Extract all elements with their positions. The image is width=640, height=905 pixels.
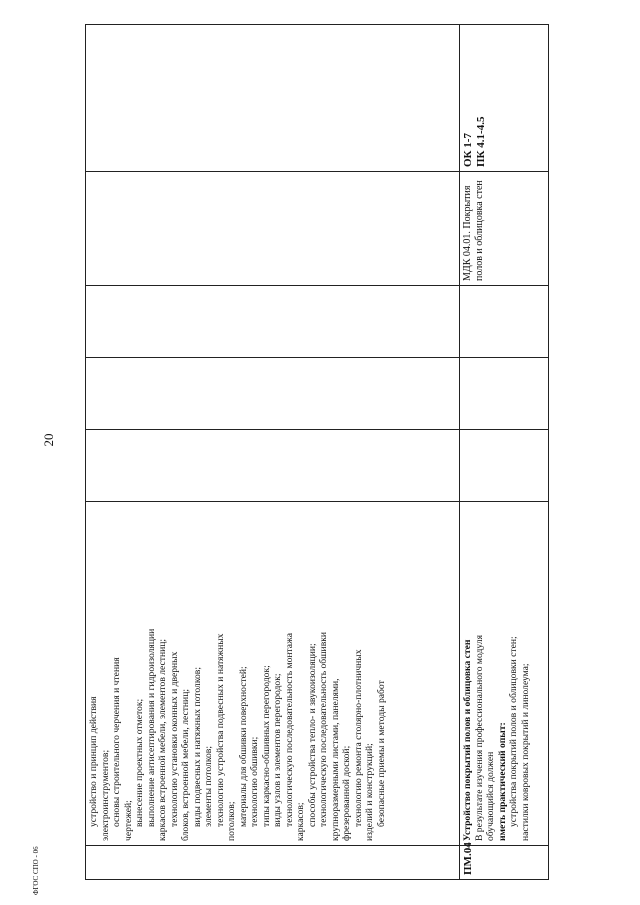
empty-cell <box>460 430 549 502</box>
competency-cell <box>460 25 549 172</box>
mdk-cell <box>460 172 549 286</box>
desc-line: устройство и принцип действия <box>88 696 99 827</box>
desc-line: технологическую последовательность обшивки <box>318 631 329 827</box>
desc-line: виды узлов и элементов перегородок; <box>272 673 283 827</box>
rotated-table-container <box>85 25 549 880</box>
competency-cell <box>86 25 460 172</box>
desc-line: виды подвесных и натяжных потолков; <box>191 667 203 827</box>
desc-line: технологию ремонта столярно-плотничных <box>352 649 364 827</box>
desc-line: фрезерованной доской; <box>341 745 352 841</box>
mdk-cell <box>86 172 460 286</box>
module-code: ПМ.04 <box>462 842 474 875</box>
desc-line: крупноразмерными листами, панелями, <box>329 678 341 841</box>
desc-line: основы строительного черчения и чтения <box>111 657 122 827</box>
competency-pk: ПК 4.1-4.5 <box>474 116 487 167</box>
description-cell <box>460 502 549 846</box>
table-row <box>86 25 460 880</box>
desc-line: технологию обшивки; <box>249 736 260 827</box>
desc-line: выполнение антисептирования и гидроизоляции <box>145 628 157 827</box>
desc-line: элементы потолков; <box>203 746 214 827</box>
empty-cell <box>86 286 460 358</box>
empty-cell <box>86 358 460 430</box>
desc-line: потолков; <box>226 801 237 841</box>
desc-line: технологическую последовательность монтажа <box>283 633 295 827</box>
desc-line: каркасов встроенной мебели, элементов лестниц; <box>157 638 168 841</box>
desc-line: В результате изучения профессионального модуля <box>473 635 485 841</box>
desc-line: настилки ковровых покрытий и линолеума; <box>519 663 531 841</box>
curriculum-table <box>85 24 549 880</box>
description-cell <box>86 502 460 846</box>
desc-line: каркасов; <box>295 802 306 841</box>
empty-cell <box>460 358 549 430</box>
desc-line: безопасные приемы и методы работ <box>375 680 387 827</box>
table-row <box>460 25 549 880</box>
module-code-cell <box>460 842 549 880</box>
desc-line: технологию устройства подвесных и натяжных <box>214 633 226 827</box>
desc-line: материалы для обшивки поверхностей; <box>237 666 249 827</box>
empty-cell <box>86 430 460 502</box>
module-title: Устройство покрытий полов и облицовка стен <box>462 639 473 841</box>
competency-ok: ОК 1-7 <box>462 133 474 167</box>
desc-line: электроинструментов; <box>99 749 111 841</box>
mdk-label: МДК 04.01. Покрытия полов и облицовка стен <box>462 180 485 281</box>
desc-line: технологию установки оконных и дверных <box>168 651 180 827</box>
desc-line: иметь практический опыт: <box>496 722 508 841</box>
desc-line: чертежей; <box>122 800 134 841</box>
desc-line: устройства покрытий полов и облицовки стен; <box>508 636 519 827</box>
desc-line: обучающийся должен <box>485 751 496 841</box>
code-cell <box>86 846 460 880</box>
desc-line: типы каркасно-обшивных перегородок; <box>260 665 272 827</box>
footer-note: ФГОС СПО - 06 <box>32 846 40 895</box>
page-number: 20 <box>41 433 56 447</box>
desc-line: изделий и конструкций; <box>364 743 375 841</box>
desc-line: вынесение проектных отметок; <box>134 698 145 827</box>
desc-line: способы устройства тепло- и звукоизоляции; <box>306 643 318 827</box>
desc-line: блоков, встроенной мебели, лестниц; <box>180 689 191 841</box>
empty-cell <box>460 286 549 358</box>
